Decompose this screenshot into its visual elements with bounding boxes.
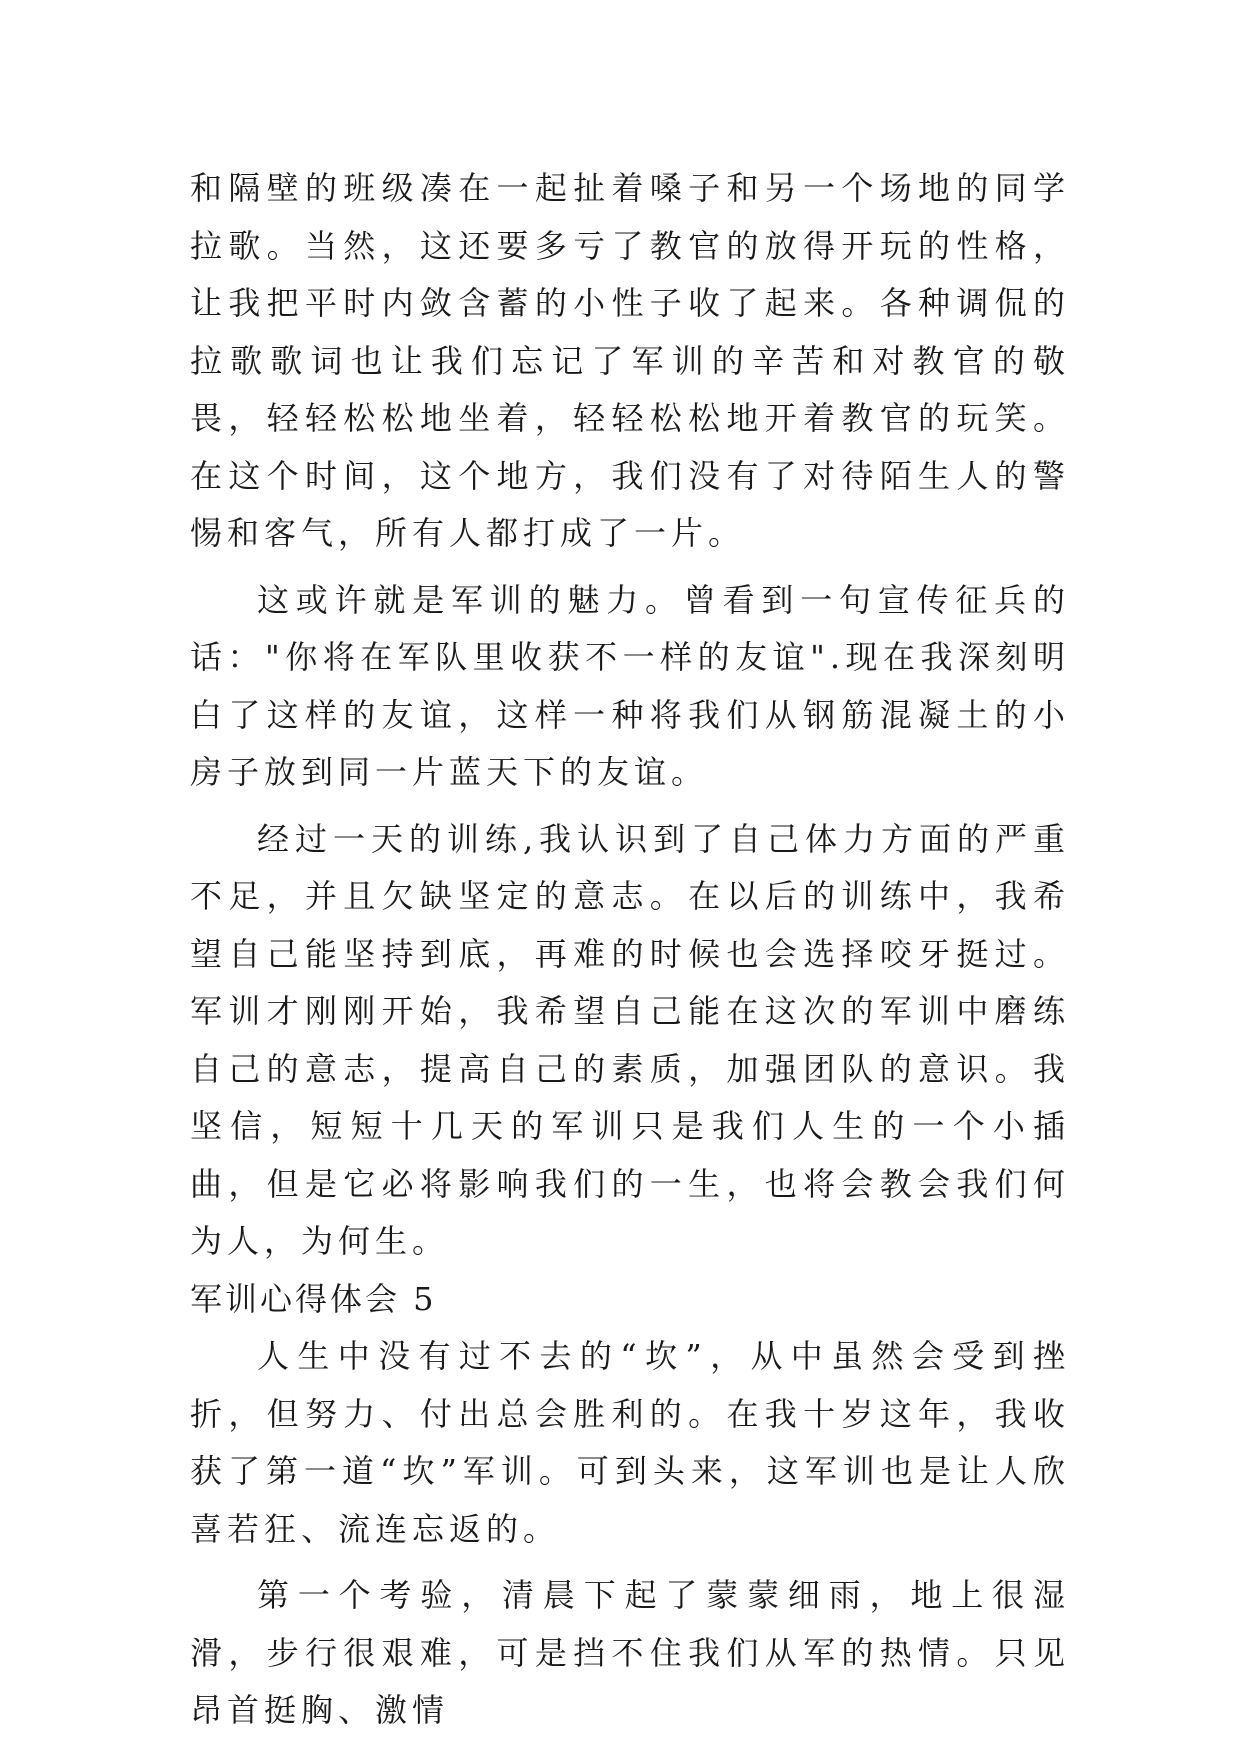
paragraph-3: 经过一天的训练,我认识到了自己体力方面的严重不足，并且欠缺坚定的意志。在以后的训练中，我希望自己能坚持到底，再难的时候也会选择咬牙挺过。军训才刚刚开始，我希望自己能在这次的军训中磨练自己的意志，提高自己的素质，加强团队的意识。我坚信，短短十几天的军训只是我们人生的一个小插曲，但是它必将影响我们的一生，也将会教会我们何为人，为何生。 [190,819,1070,1260]
paragraph-1: 和隔壁的班级凑在一起扯着嗓子和另一个场地的同学拉歌。当然，这还要多亏了教官的放得开玩的性格，让我把平时内敛含蓄的小性子收了起来。各种调侃的拉歌歌词也让我们忘记了军训的辛苦和对教官的敬畏，轻轻松松地坐着，轻轻松松地开着教官的玩笑。在这个时间，这个地方，我们没有了对待陌生人的警惕和客气，所有人都打成了一片。 [190,169,1070,552]
document-body [190,160,1070,1740]
section-heading: 军训心得体会 5 [190,1279,437,1318]
paragraph-5: 第一个考验，清晨下起了蒙蒙细雨，地上很湿滑，步行很艰难，可是挡不住我们从军的热情。只见昂首挺胸、激情 [190,1576,1070,1729]
paragraph-4: 人生中没有过不去的“坎”，从中虽然会受到挫折，但努力、付出总会胜利的。在我十岁这年，我收获了第一道“坎”军训。可到头来，这军训也是让人欣喜若狂、流连忘返的。 [190,1337,1070,1548]
paragraph-2: 这或许就是军训的魅力。曾看到一句宣传征兵的话："你将在军队里收获不一样的友谊".现在我深刻明白了这样的友谊，这样一种将我们从钢筋混凝土的小房子放到同一片蓝天下的友谊。 [190,580,1070,791]
